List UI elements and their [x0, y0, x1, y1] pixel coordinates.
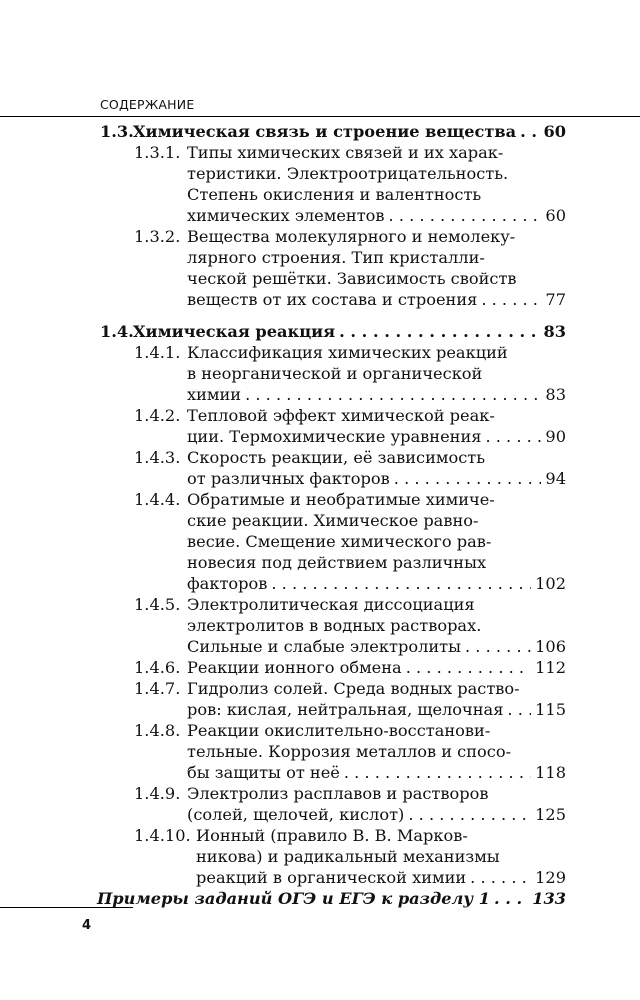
toc-entry-title-line: ции. Термохимические уравнения: [187, 427, 482, 446]
toc-entry[interactable]: [134, 825, 566, 888]
toc-entry[interactable]: [134, 226, 566, 310]
running-head: СОДЕРЖАНИЕ: [100, 97, 195, 112]
toc-entry-title-line: ческой решётки. Зависимость свойств: [187, 269, 517, 288]
toc-entry-number: 1.4.5.: [134, 595, 181, 614]
toc-entry-number: 1.4.8.: [134, 721, 181, 740]
toc-entry-number: 1.4.2.: [134, 406, 181, 425]
toc-entry[interactable]: [134, 142, 566, 226]
toc-entry-number: 1.3.2.: [134, 227, 181, 246]
dot-leader: [465, 636, 531, 657]
toc-entry-page: 112: [535, 658, 566, 677]
dot-leader: [271, 573, 531, 594]
toc-entry-title-line: Вещества молекулярного и немолеку-: [187, 227, 516, 246]
toc-entry-title-line: Ионный (правило В. В. Марков-: [196, 826, 468, 845]
dot-leader: [494, 888, 528, 909]
toc-entry-title-line: бы защиты от неё: [187, 763, 340, 782]
toc-entry-title-line: Скорость реакции, её зависимость: [187, 448, 486, 467]
toc-entry-page: 90: [545, 427, 566, 446]
toc-entry-title-line: весие. Смещение химического рав-: [187, 532, 492, 551]
dot-leader: [470, 867, 531, 888]
toc-entry[interactable]: [134, 405, 566, 447]
toc-entry-number: 1.4.7.: [134, 679, 181, 698]
toc-entry-title-line: электролитов в водных растворах.: [187, 616, 482, 635]
toc-entry-page: 102: [535, 574, 566, 593]
dot-leader: [344, 762, 531, 783]
toc-entry-title-line: от различных факторов: [187, 469, 390, 488]
toc-entry-title-line: Электролиз расплавов и растворов: [187, 784, 489, 803]
header-rule: [0, 116, 640, 117]
page-number: 4: [82, 918, 92, 933]
toc-entry-page: 77: [545, 290, 566, 309]
dot-leader: [245, 384, 541, 405]
toc-entry-title-line: Степень окисления и валентность: [187, 185, 482, 204]
toc-entry-number: 1.3.: [100, 122, 134, 141]
toc-entry-number: 1.4.: [100, 322, 134, 341]
dot-leader: [406, 657, 531, 678]
dot-leader: [485, 426, 541, 447]
toc-entry-title-line: никова) и радикальный механизмы: [196, 847, 500, 866]
toc-entry-page: 83: [545, 385, 566, 404]
toc-entry-page: 60: [543, 122, 566, 141]
dot-leader: [408, 804, 531, 825]
toc-entry-number: 1.4.1.: [134, 343, 181, 362]
dot-leader: [507, 699, 531, 720]
toc-entry-page: 133: [532, 889, 566, 908]
dot-leader: [394, 468, 542, 489]
toc-entry[interactable]: [134, 489, 566, 594]
toc-entry-title-line: в неорганической и органической: [187, 364, 483, 383]
footer-rule: [0, 907, 133, 908]
toc-entry[interactable]: [134, 594, 566, 657]
toc-entry[interactable]: [134, 678, 566, 720]
toc-entry-title-line: Гидролиз солей. Среда водных раство-: [187, 679, 520, 698]
toc-entry-number: 1.4.6.: [134, 658, 181, 677]
dot-leader: [339, 321, 539, 342]
toc-entry-title-line: Сильные и слабые электролиты: [187, 637, 461, 656]
toc-entry[interactable]: [97, 888, 566, 909]
toc-entry-title-line: реакций в органической химии: [196, 868, 467, 887]
toc-entry-page: 118: [535, 763, 566, 782]
toc-entry-page: 83: [543, 322, 566, 341]
dot-leader: [389, 205, 542, 226]
dot-leader: [481, 289, 541, 310]
toc-entry-page: 125: [535, 805, 566, 824]
toc-entry-title-line: новесия под действием различных: [187, 553, 487, 572]
toc-entry-title-line: химических элементов: [187, 206, 385, 225]
toc-entry-number: 1.4.3.: [134, 448, 181, 467]
toc-entry-title-line: тельные. Коррозия металлов и спосо-: [187, 742, 512, 761]
toc-entry-title-line: ров: кислая, нейтральная, щелочная: [187, 700, 504, 719]
toc-entry-title-line: лярного строения. Тип кристалли-: [187, 248, 485, 267]
toc-entry-page: 115: [535, 700, 566, 719]
toc-entry-title-line: Химическая связь и строение вещества: [133, 122, 517, 141]
toc-entry-title-line: теристики. Электроотрицательность.: [187, 164, 509, 183]
dot-leader: [520, 121, 539, 142]
toc-entry-title-line: ские реакции. Химическое равно-: [187, 511, 479, 530]
toc-entry-title-line: веществ от их состава и строения: [187, 290, 478, 309]
toc-entry-title-line: Тепловой эффект химической реак-: [187, 406, 495, 425]
toc-entry-number: 1.4.4.: [134, 490, 181, 509]
toc-entry[interactable]: [134, 720, 566, 783]
toc-entry-number: 1.3.1.: [134, 143, 181, 162]
toc-entry-title-line: Обратимые и необратимые химиче-: [187, 490, 495, 509]
toc-entry-title-line: Электролитическая диссоциация: [187, 595, 475, 614]
toc-entry[interactable]: [134, 342, 566, 405]
toc-entry[interactable]: [100, 321, 566, 342]
toc-entry[interactable]: [134, 783, 566, 825]
toc-entry-title-line: (солей, щелочей, кислот): [187, 805, 405, 824]
toc-entry-number: 1.4.9.: [134, 784, 181, 803]
toc-entry[interactable]: [134, 447, 566, 489]
toc-entry[interactable]: [100, 121, 566, 142]
toc-entry-title-line: Типы химических связей и их харак-: [187, 143, 504, 162]
toc-entry-page: 60: [545, 206, 566, 225]
toc-entry-title-line: факторов: [187, 574, 268, 593]
toc-entry-title-line: Примеры заданий ОГЭ и ЕГЭ к разделу 1: [97, 889, 490, 908]
toc-entry[interactable]: [134, 657, 566, 678]
toc-entry-title-line: Классификация химических реакций: [187, 343, 508, 362]
toc-entry-page: 106: [535, 637, 566, 656]
toc-entry-title-line: Реакции ионного обмена: [187, 658, 402, 677]
toc-entry-title-line: Реакции окислительно-восстанови-: [187, 721, 491, 740]
toc-entry-title-line: Химическая реакция: [133, 322, 336, 341]
toc-entry-page: 94: [545, 469, 566, 488]
toc-entry-number: 1.4.10.: [134, 826, 191, 845]
toc-entry-title-line: химии: [187, 385, 242, 404]
toc-entry-page: 129: [535, 868, 566, 887]
